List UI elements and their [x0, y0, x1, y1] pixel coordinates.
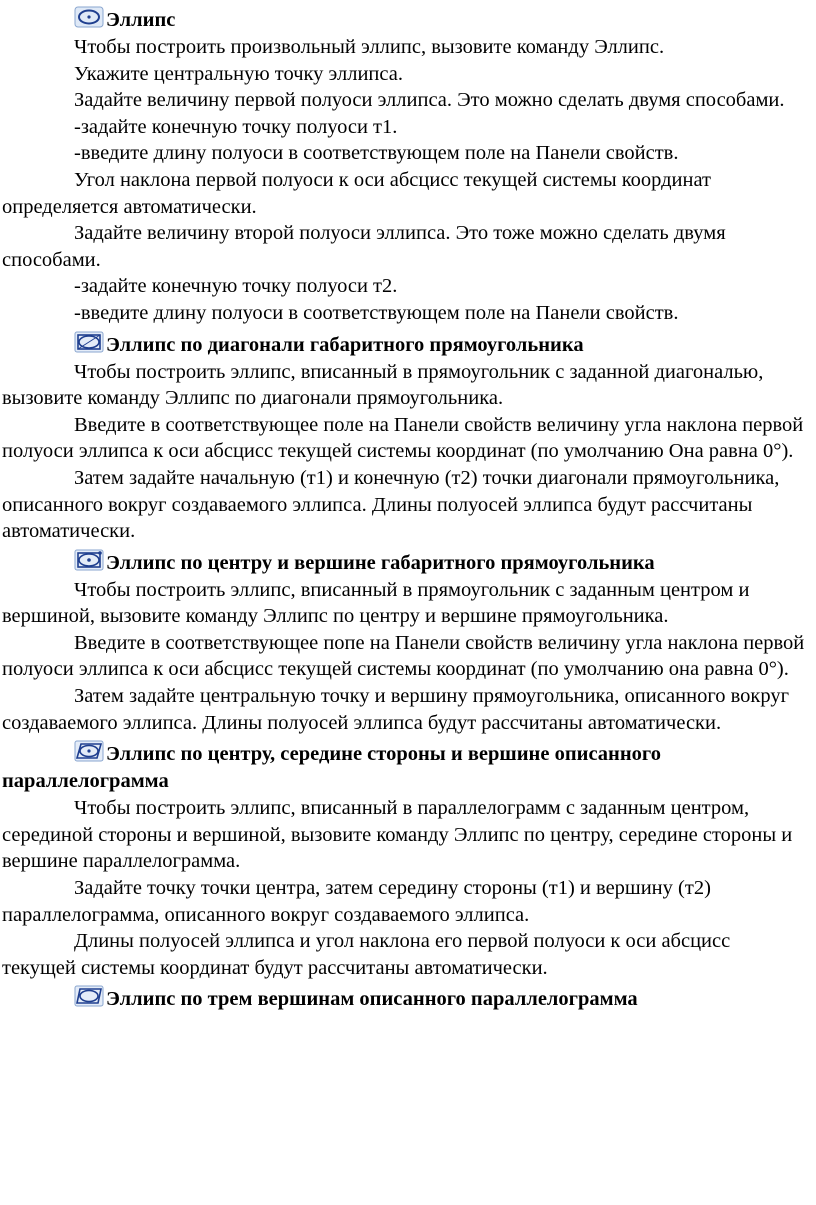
- section-heading: [2, 740, 806, 795]
- section-heading: [2, 985, 806, 1013]
- paragraph: -задайте конечную точку полуоси т1.: [74, 115, 398, 138]
- section-heading-text: Эллипс по трем вершинам описанного параллелограмма: [106, 988, 638, 1011]
- paragraph: Затем задайте центральную точку и вершину прямоугольника, описанного вокруг создаваемого эллипса. Длины полуосей эллипса будут рассчитаны автоматически.: [2, 685, 789, 734]
- paragraph: Чтобы построить эллипс, вписанный в прямоугольник с заданной диагональю, вызовите команду Эллипс по диагонали прямоугольника.: [2, 360, 764, 410]
- paragraph: Задайте величину второй полуоси эллипса. Это тоже можно сделать двумя способами.: [2, 222, 726, 271]
- paragraph: -введите длину полуоси в соответствующем поле на Панели свойств.: [74, 142, 679, 165]
- paragraph: Чтобы построить произвольный эллипс, вызовите команду Эллипс.: [74, 36, 665, 58]
- section-heading: [2, 6, 806, 34]
- ellipse-by-center-vertex-icon: [74, 549, 104, 571]
- paragraph: Чтобы построить эллипс, вписанный в параллелограмм с заданным центром, серединой стороны и вершиной, вызовите команду Эллипс по центру, середине стороны и вершине параллелограмма.: [2, 797, 793, 873]
- ellipse-by-parallelogram-center-icon: [74, 740, 104, 762]
- paragraph: Укажите центральную точку эллипса.: [74, 62, 403, 85]
- section-heading-text: Эллипс по диагонали габаритного прямоугольника: [106, 333, 584, 356]
- ellipse-by-diagonal-icon: [74, 331, 104, 353]
- document-page: [0, 6, 816, 1013]
- section-heading-text: Эллипс по центру и вершине габаритного прямоугольника: [106, 551, 655, 574]
- paragraph: Введите в соответствующее поле на Панели свойств величину угла наклона первой полуоси эллипса к оси абсцисс текущей системы координат (по умолчанию Она равна 0°).: [2, 413, 804, 463]
- section-heading: [2, 549, 806, 577]
- paragraph: Задайте точку точки центра, затем середину стороны (т1) и вершину (т2) параллелограмма, описанного вокруг создаваемого эллипса.: [2, 877, 711, 926]
- paragraph: -введите длину полуоси в соответствующем поле на Панели свойств.: [74, 301, 679, 324]
- ellipse-tool-icon: [74, 6, 104, 28]
- section-heading-text: Эллипс по центру, середине стороны и вершине описанного параллелограмма: [2, 743, 661, 793]
- ellipse-by-three-vertices-icon: [74, 985, 104, 1007]
- section-heading: [2, 331, 806, 359]
- paragraph: -задайте конечную точку полуоси т2.: [74, 275, 398, 298]
- paragraph: Затем задайте начальную (т1) и конечную (т2) точки диагонали прямоугольника, описанного вокруг создаваемого эллипса. Длины полуосей эллипса будут рассчитаны автоматически.: [2, 466, 780, 543]
- paragraph: Угол наклона первой полуоси к оси абсцисс текущей системы координат определяется автоматически.: [2, 168, 712, 218]
- paragraph: Задайте величину первой полуоси эллипса. Это можно сделать двумя способами.: [74, 89, 785, 112]
- paragraph: Введите в соответствующее попе на Панели свойств величину угла наклона первой полуоси эллипса к оси абсцисс текущей системы координат (по умолчанию она равна 0°).: [2, 631, 805, 681]
- section-heading-text: Эллипс: [106, 9, 176, 31]
- paragraph: Чтобы построить эллипс, вписанный в прямоугольник с заданным центром и вершиной, вызовите команду Эллипс по центру и вершине прямоугольника.: [2, 578, 750, 628]
- paragraph: Длины полуосей эллипса и угол наклона его первой полуоси к оси абсцисс текущей системы координат будут рассчитаны автоматически.: [2, 930, 731, 979]
